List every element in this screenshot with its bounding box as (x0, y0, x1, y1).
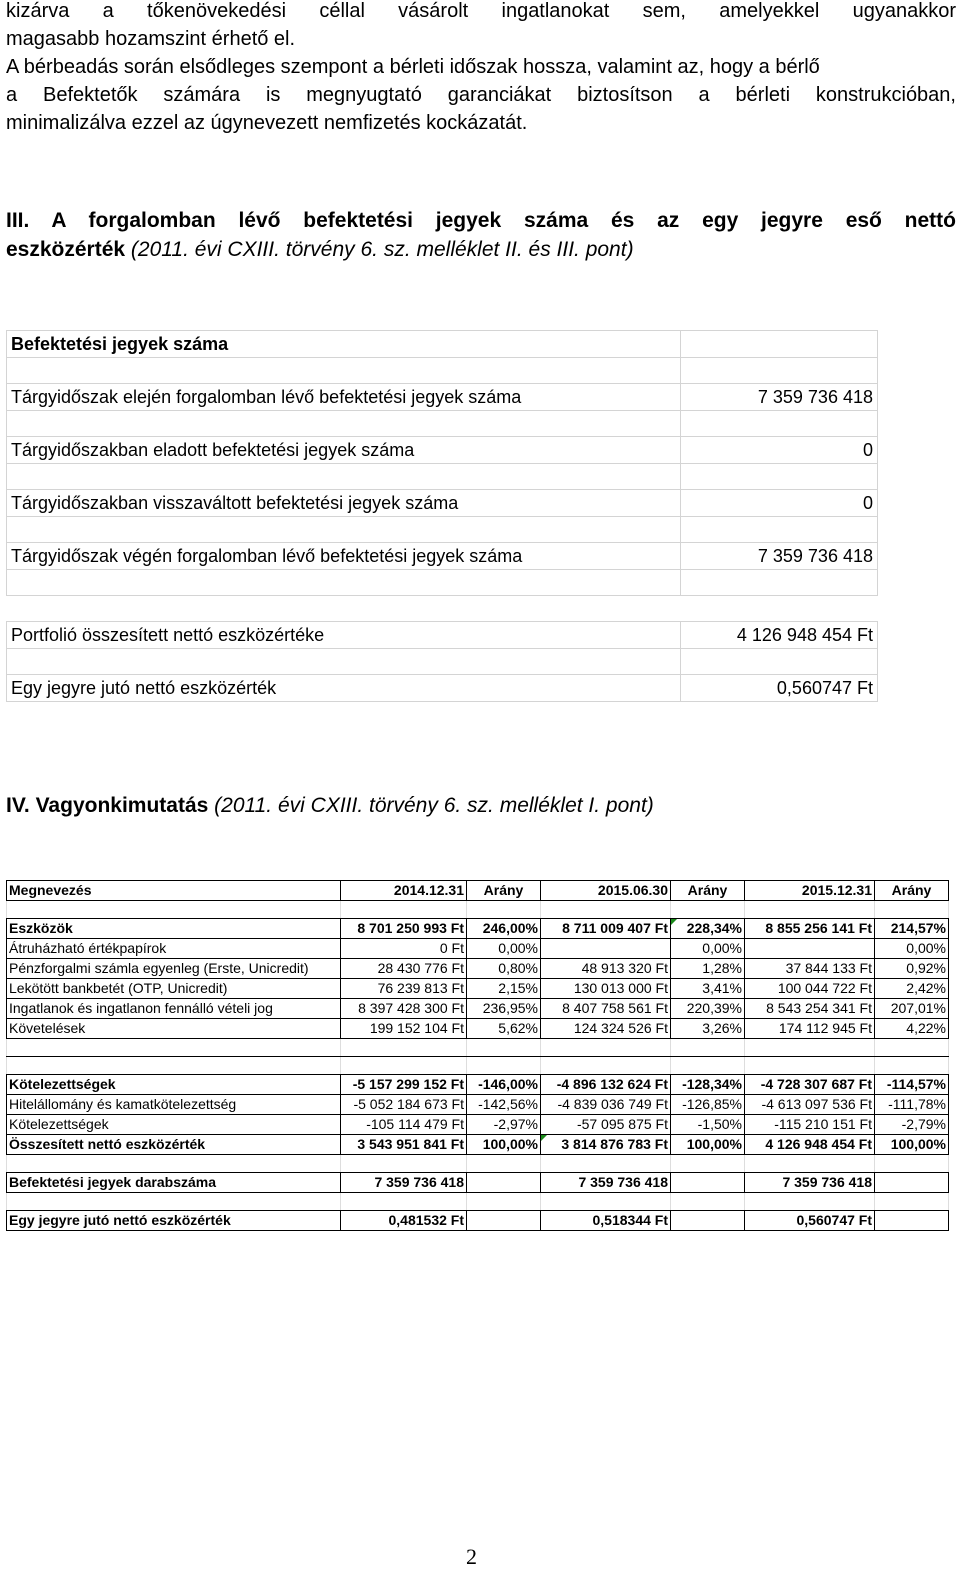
cell-value (875, 1173, 949, 1193)
section-4-title-ref: (2011. évi CXIII. törvény 6. sz. melléklet I. pont) (214, 794, 654, 817)
units-row-value: 4 126 948 454 Ft (681, 622, 878, 649)
cell-value: 4 126 948 454 Ft (745, 1135, 875, 1155)
row-label: Pénzforgalmi számla egyenleg (Erste, Unicredit) (7, 959, 341, 979)
cell-value (745, 939, 875, 959)
row-label: Kötelezettségek (7, 1115, 341, 1135)
cell-value: 214,57% (875, 919, 949, 939)
col-header: Arány (467, 881, 541, 901)
section-3-title-line2: eszközérték (6, 238, 126, 261)
cell-value: -4 613 097 536 Ft (745, 1095, 875, 1115)
table-row (7, 1019, 949, 1039)
row-label: Kötelezettségek (7, 1075, 341, 1095)
section-4-title-main: IV. Vagyonkimutatás (6, 794, 209, 817)
cell-value: 124 324 526 Ft (541, 1019, 671, 1039)
table-row (7, 1075, 949, 1095)
table-row (7, 939, 949, 959)
row-label: Egy jegyre jutó nettó eszközérték (7, 1211, 341, 1231)
intro-line: a Befektetők számára is megnyugtató garanciákat biztosítson a bérleti konstrukcióban, (6, 84, 956, 106)
asset-statement-table (6, 880, 949, 1231)
cell-value (875, 1211, 949, 1231)
units-row-label: Tárgyidőszakban eladott befektetési jegyek száma (7, 437, 681, 464)
cell-value: 0,00% (875, 939, 949, 959)
row-label: Összesített nettó eszközérték (7, 1135, 341, 1155)
cell-value: 28 430 776 Ft (341, 959, 467, 979)
section-3-title (6, 206, 956, 264)
cell-value: -105 114 479 Ft (341, 1115, 467, 1135)
cell-value: 0,92% (875, 959, 949, 979)
units-table-header: Befektetési jegyek száma (7, 331, 681, 358)
col-header: 2015.12.31 (745, 881, 875, 901)
col-header: Arány (875, 881, 949, 901)
table-row (7, 979, 949, 999)
table-header-row (7, 881, 949, 901)
cell-value (467, 1173, 541, 1193)
cell-value (467, 1211, 541, 1231)
cell-value: 7 359 736 418 (541, 1173, 671, 1193)
cell-value: 8 711 009 407 Ft (541, 919, 671, 939)
cell-value: -111,78% (875, 1095, 949, 1115)
cell-value: 199 152 104 Ft (341, 1019, 467, 1039)
table-row (7, 919, 949, 939)
cell-value: -114,57% (875, 1075, 949, 1095)
units-row-label: Tárgyidőszak elején forgalomban lévő befektetési jegyek száma (7, 384, 681, 411)
cell-value: -128,34% (671, 1075, 745, 1095)
cell-value: 3,41% (671, 979, 745, 999)
cell-value: 100 044 722 Ft (745, 979, 875, 999)
cell-value (671, 1173, 745, 1193)
intro-line: A bérbeadás során elsődleges szempont a bérleti időszak hossza, valamint az, hogy a bérlő (6, 56, 820, 78)
cell-value: 76 239 813 Ft (341, 979, 467, 999)
units-table (6, 330, 878, 702)
cell-value: 37 844 133 Ft (745, 959, 875, 979)
cell-value: 228,34% (671, 919, 745, 939)
cell-value: 8 407 758 561 Ft (541, 999, 671, 1019)
units-row-label: Tárgyidőszakban visszaváltott befektetési jegyek száma (7, 490, 681, 517)
section-3-title-line1: III. A forgalomban lévő befektetési jegyek száma és az egy jegyre eső nettó (6, 209, 956, 232)
units-row-value: 7 359 736 418 (681, 543, 878, 570)
col-header: Megnevezés (7, 881, 341, 901)
section-4-title (6, 791, 956, 820)
cell-value: 0,518344 Ft (541, 1211, 671, 1231)
cell-value: 8 397 428 300 Ft (341, 999, 467, 1019)
intro-paragraph (6, 0, 956, 137)
cell-value: 4,22% (875, 1019, 949, 1039)
cell-value: 3 814 876 783 Ft (541, 1135, 671, 1155)
cell-value: -4 839 036 749 Ft (541, 1095, 671, 1115)
cell-value: -142,56% (467, 1095, 541, 1115)
cell-value: 5,62% (467, 1019, 541, 1039)
table-row (7, 1173, 949, 1193)
intro-line: magasabb hozamszint érhető el. (6, 28, 296, 50)
cell-value: -146,00% (467, 1075, 541, 1095)
cell-value: 130 013 000 Ft (541, 979, 671, 999)
page-number: 2 (466, 1544, 477, 1569)
table-row (7, 959, 949, 979)
cell-value: 100,00% (467, 1135, 541, 1155)
units-row-value: 7 359 736 418 (681, 384, 878, 411)
cell-value (671, 1211, 745, 1231)
cell-value: 246,00% (467, 919, 541, 939)
cell-value: 0,560747 Ft (745, 1211, 875, 1231)
cell-value: 7 359 736 418 (341, 1173, 467, 1193)
cell-value: 1,28% (671, 959, 745, 979)
cell-value: -5 052 184 673 Ft (341, 1095, 467, 1115)
col-header: 2014.12.31 (341, 881, 467, 901)
cell-value: -126,85% (671, 1095, 745, 1115)
row-label: Követelések (7, 1019, 341, 1039)
cell-value: 0,00% (671, 939, 745, 959)
row-label: Eszközök (7, 919, 341, 939)
cell-value: 100,00% (671, 1135, 745, 1155)
units-row-value: 0 (681, 437, 878, 464)
units-row-value: 0 (681, 490, 878, 517)
table-row (7, 1115, 949, 1135)
col-header: Arány (671, 881, 745, 901)
cell-value: 3,26% (671, 1019, 745, 1039)
table-row (7, 999, 949, 1019)
col-header: 2015.06.30 (541, 881, 671, 901)
row-label: Ingatlanok és ingatlanon fennálló vételi jog (7, 999, 341, 1019)
cell-value: 2,42% (875, 979, 949, 999)
cell-value: 220,39% (671, 999, 745, 1019)
row-label: Befektetési jegyek darabszáma (7, 1173, 341, 1193)
cell-value: 8 543 254 341 Ft (745, 999, 875, 1019)
cell-value: -2,79% (875, 1115, 949, 1135)
cell-value: 236,95% (467, 999, 541, 1019)
cell-value: 207,01% (875, 999, 949, 1019)
cell-value: -115 210 151 Ft (745, 1115, 875, 1135)
section-3-title-ref: (2011. évi CXIII. törvény 6. sz. melléklet II. és III. pont) (130, 238, 634, 261)
cell-value: 0,481532 Ft (341, 1211, 467, 1231)
cell-value (541, 939, 671, 959)
units-row-label: Egy jegyre jutó nettó eszközérték (7, 675, 681, 702)
cell-value: -4 728 307 687 Ft (745, 1075, 875, 1095)
cell-value: 174 112 945 Ft (745, 1019, 875, 1039)
cell-value: 2,15% (467, 979, 541, 999)
cell-value: 0,00% (467, 939, 541, 959)
cell-value: -1,50% (671, 1115, 745, 1135)
cell-value: -5 157 299 152 Ft (341, 1075, 467, 1095)
cell-value: -57 095 875 Ft (541, 1115, 671, 1135)
cell-value: 3 543 951 841 Ft (341, 1135, 467, 1155)
cell-value: 48 913 320 Ft (541, 959, 671, 979)
intro-line: minimalizálva ezzel az úgynevezett nemfizetés kockázatát. (6, 112, 528, 134)
row-label: Hitelállomány és kamatkötelezettség (7, 1095, 341, 1115)
cell-value: -2,97% (467, 1115, 541, 1135)
cell-value: 8 701 250 993 Ft (341, 919, 467, 939)
intro-line: kizárva a tőkenövekedési céllal vásárolt ingatlanokat sem, amelyekkel ugyanakkor (6, 0, 956, 22)
cell-value: -4 896 132 624 Ft (541, 1075, 671, 1095)
table-row (7, 1095, 949, 1115)
cell-value: 100,00% (875, 1135, 949, 1155)
units-row-label: Tárgyidőszak végén forgalomban lévő befektetési jegyek száma (7, 543, 681, 570)
units-row-label: Portfolió összesített nettó eszközértéke (7, 622, 681, 649)
units-row-value: 0,560747 Ft (681, 675, 878, 702)
cell-value: 7 359 736 418 (745, 1173, 875, 1193)
row-label: Átruházható értékpapírok (7, 939, 341, 959)
table-row (7, 1211, 949, 1231)
table-row (7, 1135, 949, 1155)
cell-value: 8 855 256 141 Ft (745, 919, 875, 939)
row-label: Lekötött bankbetét (OTP, Unicredit) (7, 979, 341, 999)
cell-value: 0,80% (467, 959, 541, 979)
cell-value: 0 Ft (341, 939, 467, 959)
